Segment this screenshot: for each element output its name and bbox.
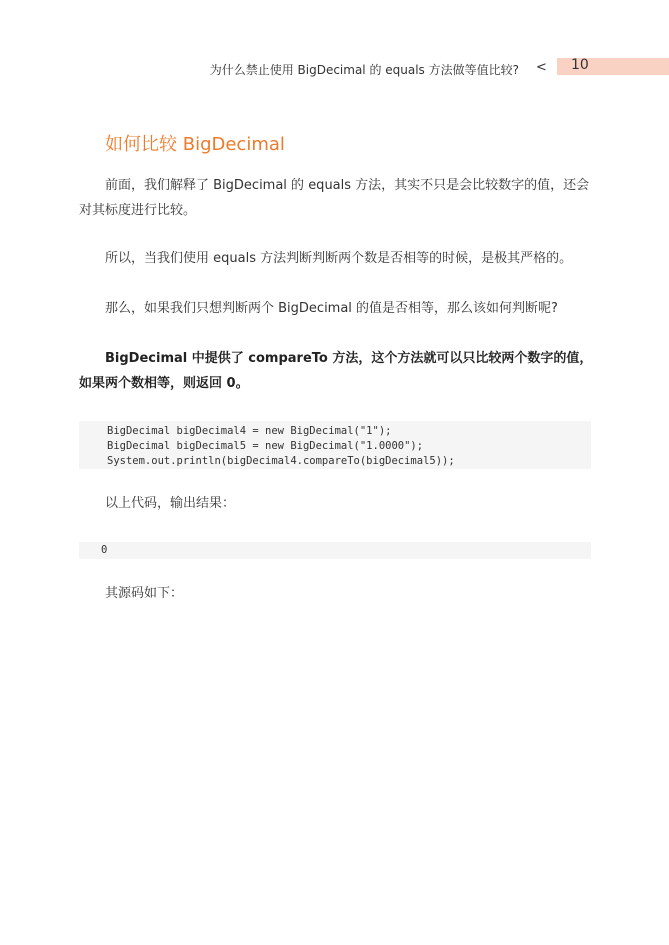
output-block <box>79 542 591 559</box>
paragraph-intro: 前面，我们解释了 BigDecimal 的 equals 方法，其实不只是会比较数字的值，还会对其标度进行比较。 <box>79 178 590 218</box>
output-line: 0 <box>101 544 108 556</box>
code-line: BigDecimal bigDecimal5 = new BigDecimal("1.0000"); <box>107 440 424 452</box>
paragraph-output-intro: 以上代码，输出结果： <box>105 496 236 511</box>
header-title: 为什么禁止使用 BigDecimal 的 equals 方法做等值比较? <box>209 63 519 77</box>
code-block <box>79 421 591 469</box>
paragraph-question: 那么，如果我们只想判断两个 BigDecimal 的值是否相等，那么该如何判断呢? <box>105 301 558 316</box>
page-header <box>0 58 669 78</box>
paragraph-source-intro: 其源码如下： <box>105 586 184 601</box>
page-number-badge <box>557 58 669 75</box>
code-line: BigDecimal bigDecimal4 = new BigDecimal("1"); <box>107 425 392 437</box>
section-title: 如何比较 BigDecimal <box>105 134 285 155</box>
paragraph-strict: 所以，当我们使用 equals 方法判断判断两个数是否相等的时候，是极其严格的。 <box>105 251 573 266</box>
paragraph-compareto: BigDecimal 中提供了 compareTo 方法，这个方法就可以只比较两个数字的值，如果两个数相等，则返回 0。 <box>79 351 593 391</box>
chevron-left-icon: < <box>536 60 547 75</box>
page-number: 10 <box>571 57 589 73</box>
code-line: System.out.println(bigDecimal4.compareTo(bigDecimal5)); <box>107 455 455 467</box>
